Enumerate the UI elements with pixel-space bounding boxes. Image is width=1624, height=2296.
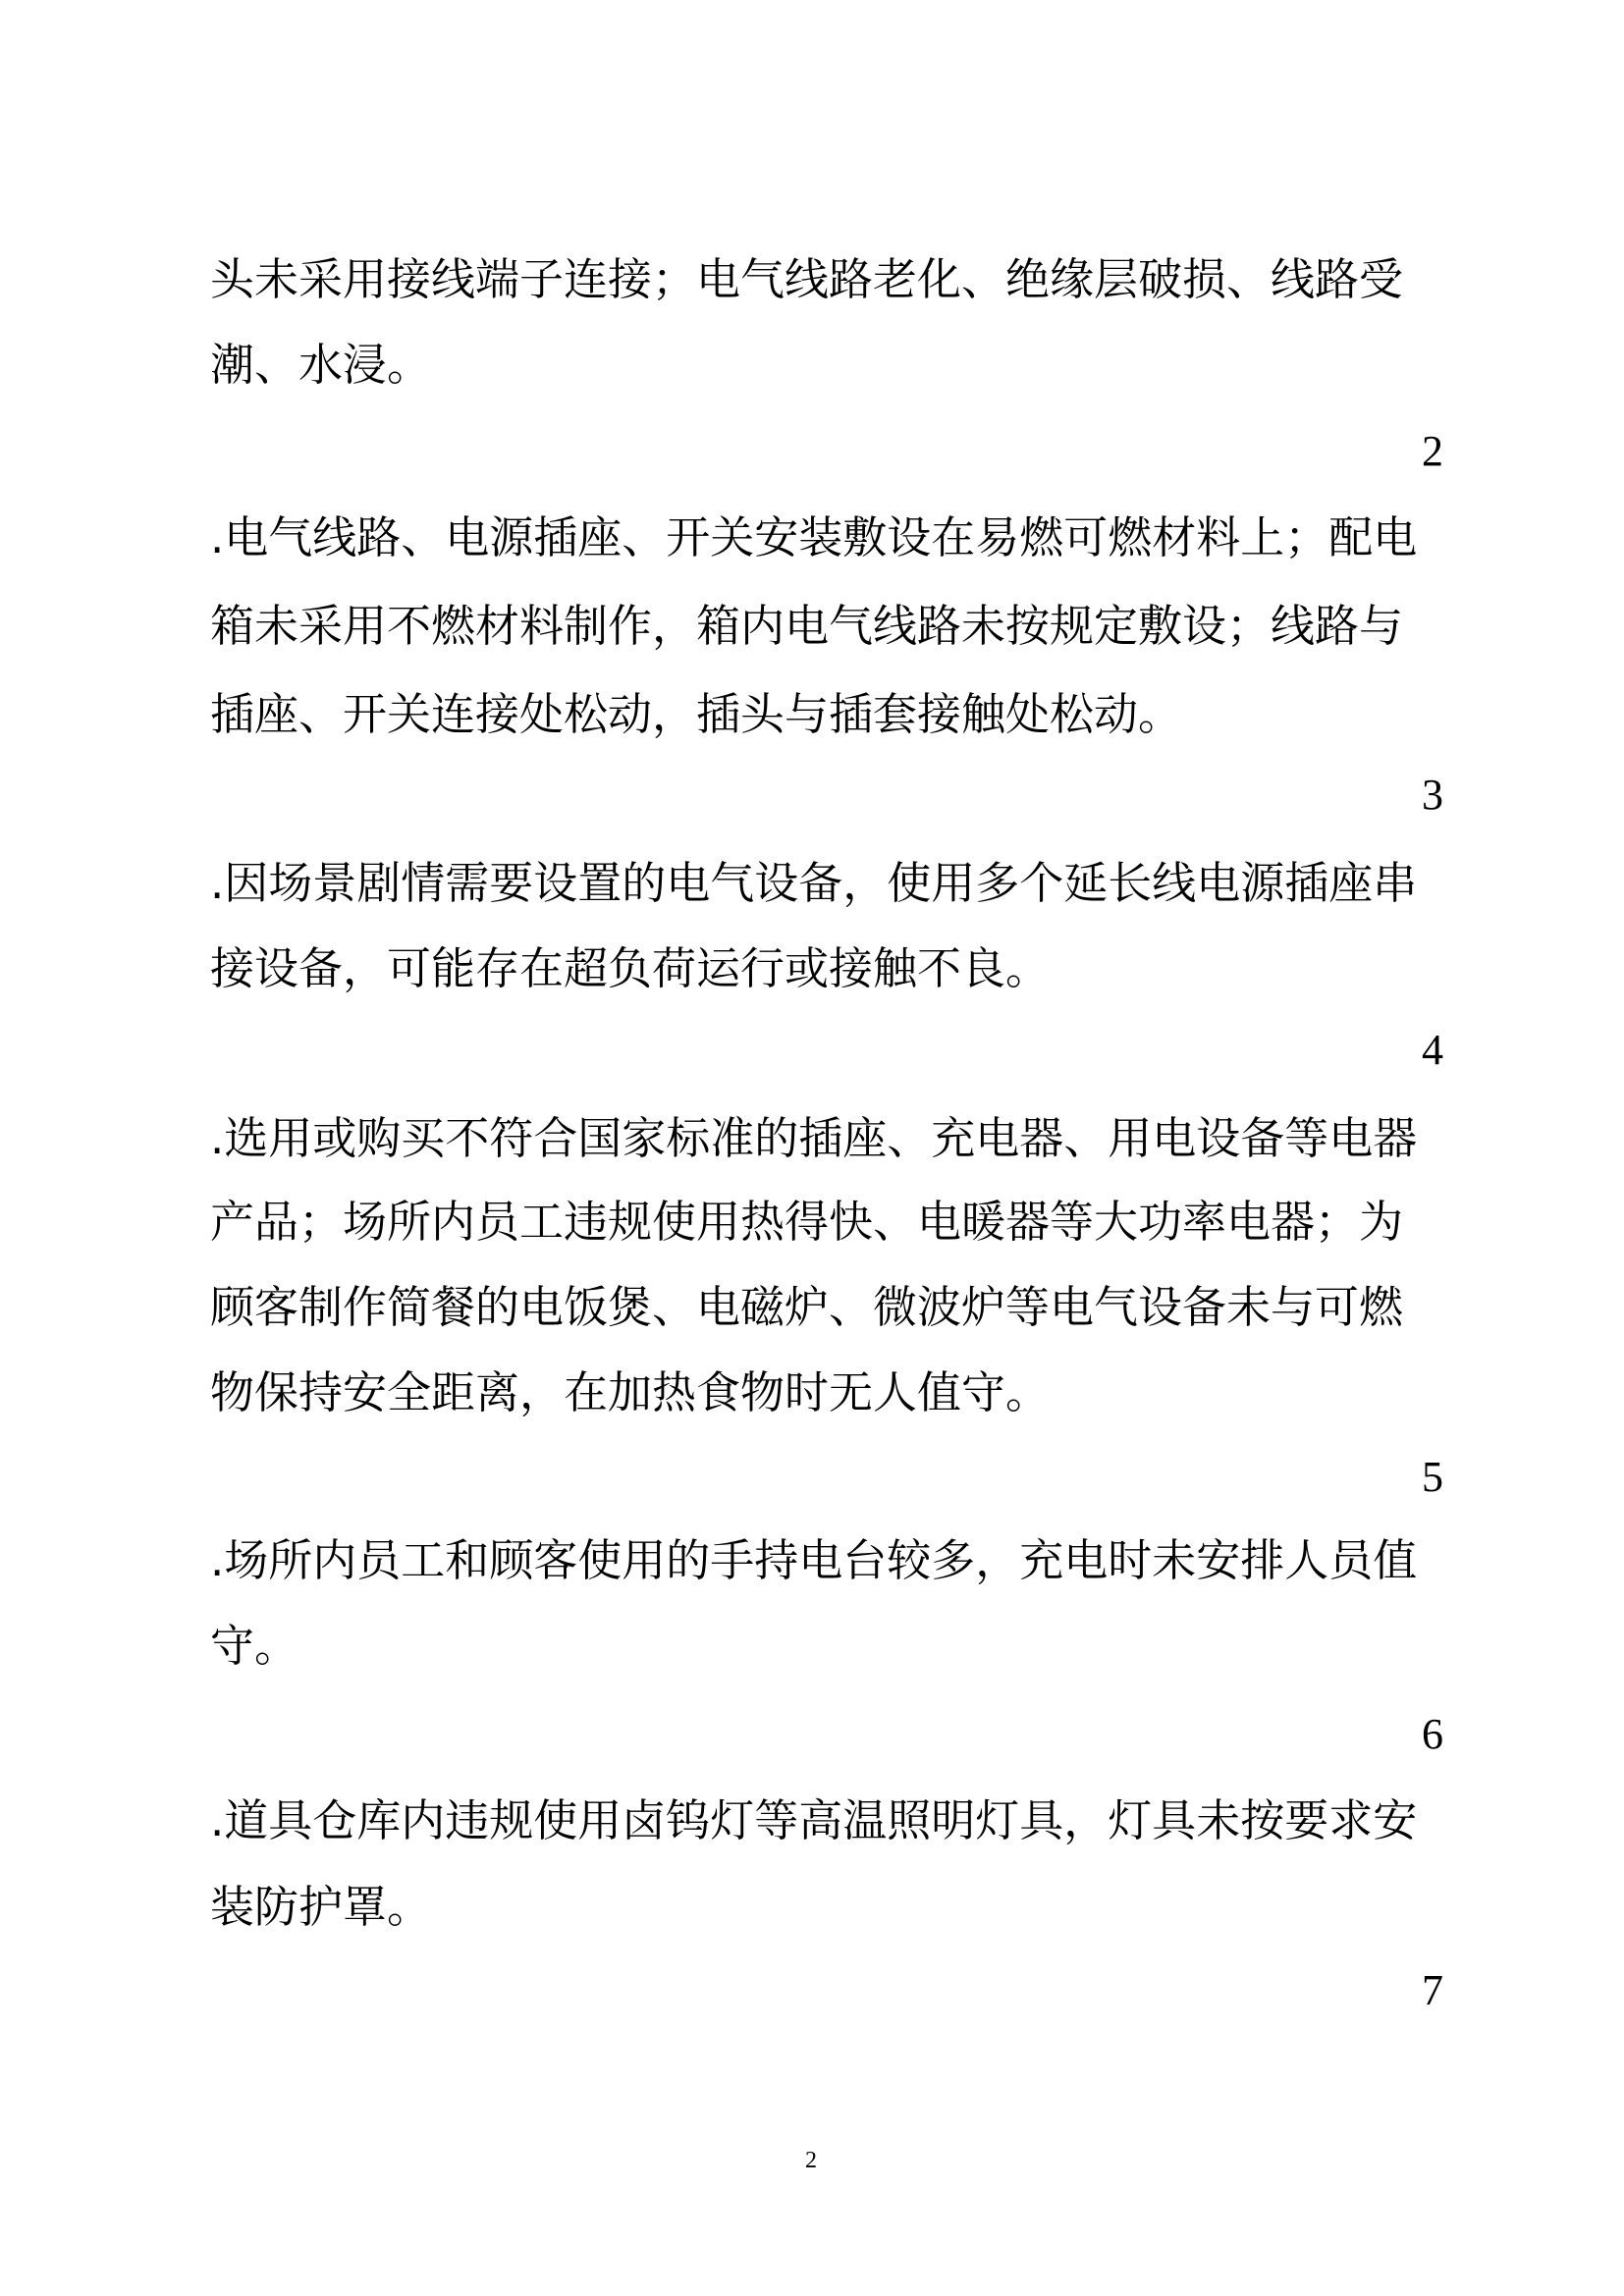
text-line: 产品；场所内员工违规使用热得快、电暖器等大功率电器；为 <box>210 1196 1404 1248</box>
text-line: 潮、水浸。 <box>210 339 432 391</box>
item-number: 7 <box>1422 1966 1443 2014</box>
page-number: 2 <box>805 2148 817 2173</box>
item-number: 4 <box>1422 1026 1443 1074</box>
text-line: .道具仓库内违规使用卤钨灯等高温照明灯具，灯具未按要求安 <box>210 1794 1418 1846</box>
text-line: .因场景剧情需要设置的电气设备，使用多个延长线电源插座串 <box>210 857 1418 909</box>
item-number: 3 <box>1422 771 1443 819</box>
text-line: 顾客制作简餐的电饭煲、电磁炉、微波炉等电气设备未与可燃 <box>210 1281 1404 1333</box>
item-number: 5 <box>1422 1453 1443 1501</box>
text-line: .场所内员工和顾客使用的手持电台较多，充电时未安排人员值 <box>210 1534 1418 1586</box>
text-line: 守。 <box>210 1620 299 1672</box>
text-line: 箱未采用不燃材料制作，箱内电气线路未按规定敷设；线路与 <box>210 600 1404 652</box>
text-line: 装防护罩。 <box>210 1881 432 1933</box>
text-line: .选用或购买不符合国家标准的插座、充电器、用电设备等电器 <box>210 1112 1418 1164</box>
text-line: .电气线路、电源插座、开关安装敷设在易燃可燃材料上；配电 <box>210 511 1418 563</box>
text-line: 接设备，可能存在超负荷运行或接触不良。 <box>210 942 1051 994</box>
text-line: 插座、开关连接处松动，插头与插套接触处松动。 <box>210 688 1183 740</box>
text-line: 物保持安全距离，在加热食物时无人值守。 <box>210 1366 1051 1418</box>
item-number: 6 <box>1422 1710 1443 1758</box>
item-number: 2 <box>1422 427 1443 475</box>
text-line: 头未采用接线端子连接；电气线路老化、绝缘层破损、线路受 <box>210 253 1404 305</box>
